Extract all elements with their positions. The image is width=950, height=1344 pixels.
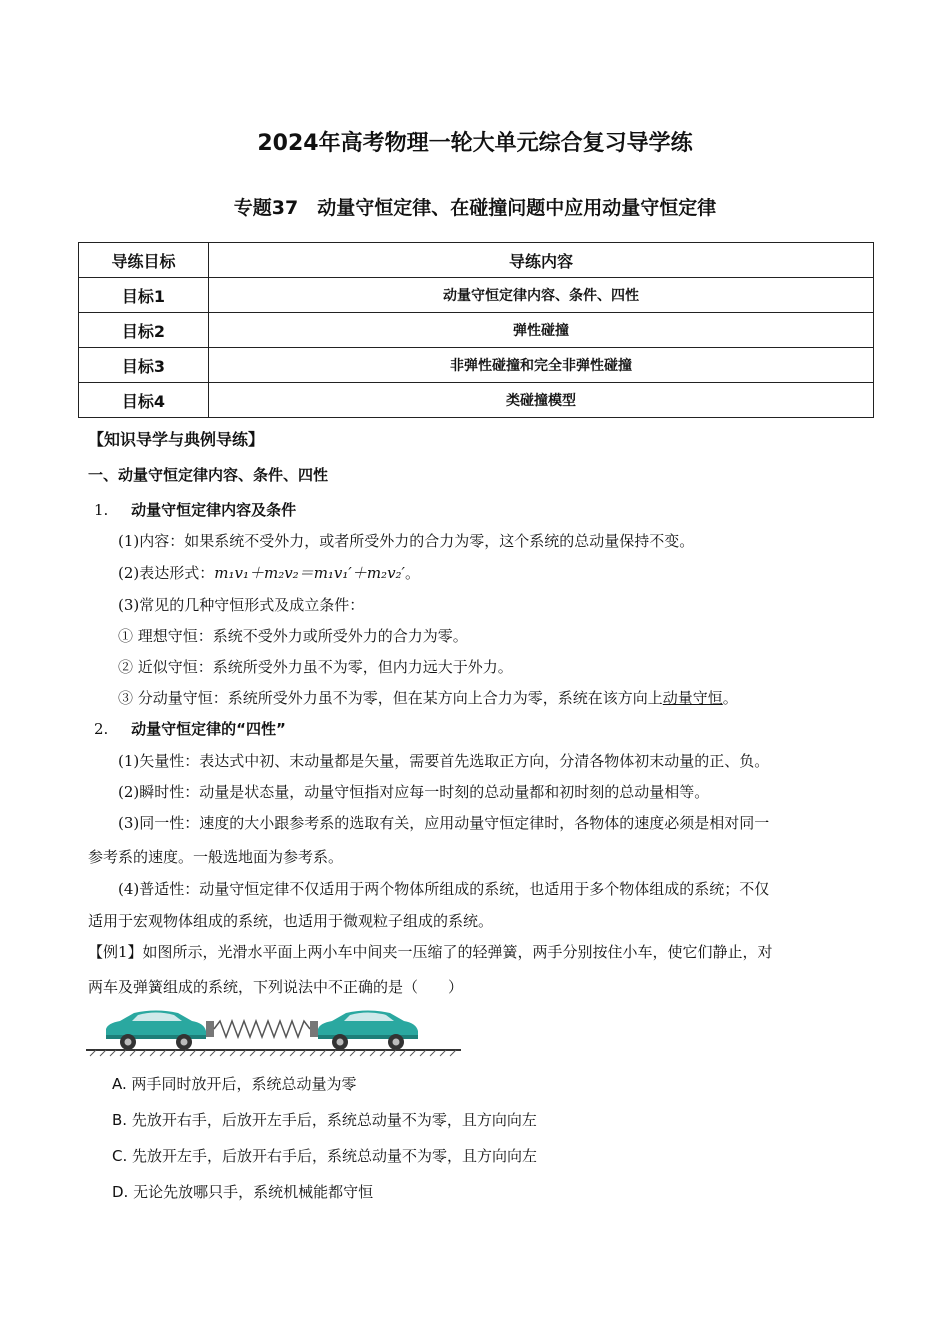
s2-heading xyxy=(94,718,286,739)
s1-content: (1)内容：如果系统不受外力，或者所受外力的合力为零，这个系统的总动量保持不变。 xyxy=(118,532,695,550)
s2-instant: (2)瞬时性：动量是状态量，动量守恒指对应每一时刻的总动量都和初时刻的总动量相等。 xyxy=(118,783,710,801)
section-header: 【知识导学与典例导练】 xyxy=(88,430,265,449)
s1-expr-formula: m₁v₁＋m₂v₂＝m₁v₁′＋m₂v₂′ xyxy=(214,564,405,582)
s1-component-underlined: 动量守恒 xyxy=(662,689,723,707)
goal-cell: 目标4 xyxy=(79,383,209,418)
s2-universal-1: (4)普适性：动量守恒定律不仅适用于两个物体所组成的系统，也适用于多个物体组成的系统；不仅 xyxy=(118,880,770,898)
content-cell: 非弹性碰撞和完全非弹性碰撞 xyxy=(209,348,874,383)
s1-expr-prefix: (2)表达形式： xyxy=(118,564,215,582)
table-header-content: 导练内容 xyxy=(209,243,874,278)
option-text: 先放开左手，后放开右手后，系统总动量不为零，且方向向左 xyxy=(132,1147,538,1165)
table-row xyxy=(79,383,874,418)
goal-cell: 目标1 xyxy=(79,278,209,313)
right-car-icon xyxy=(318,1011,418,1051)
s1-expression xyxy=(118,562,420,583)
s2-sameness-1: (3)同一性：速度的大小跟参考系的选取有关，应用动量守恒定律时，各物体的速度必须是相对同一 xyxy=(118,814,770,832)
option-a xyxy=(112,1073,357,1094)
goals-table xyxy=(78,242,874,418)
goal-cell: 目标3 xyxy=(79,348,209,383)
option-letter: B. xyxy=(112,1111,128,1129)
option-d xyxy=(112,1181,373,1202)
carts-spring-illustration xyxy=(86,1005,461,1057)
s1-approx: ② 近似守恒：系统所受外力虽不为零，但内力远大于外力。 xyxy=(118,658,513,676)
content-cell: 类碰撞模型 xyxy=(209,383,874,418)
s2-universal-2: 适用于宏观物体组成的系统，也适用于微观粒子组成的系统。 xyxy=(88,912,494,930)
s1-heading-text: 动量守恒定律内容及条件 xyxy=(131,501,297,519)
table-row xyxy=(79,348,874,383)
option-letter: D. xyxy=(112,1183,129,1201)
option-b xyxy=(112,1109,537,1130)
s1-forms: (3)常见的几种守恒形式及成立条件： xyxy=(118,596,365,614)
left-spring-plate xyxy=(206,1021,214,1037)
s1-heading xyxy=(94,499,296,520)
goal-cell: 目标2 xyxy=(79,313,209,348)
option-text: 两手同时放开后，系统总动量为零 xyxy=(131,1075,357,1093)
option-letter: A. xyxy=(112,1075,127,1093)
s2-number: 2. xyxy=(94,720,109,738)
option-text: 无论先放哪只手，系统机械能都守恒 xyxy=(133,1183,374,1201)
content-cell: 弹性碰撞 xyxy=(209,313,874,348)
example-line-1: 【例1】如图所示，光滑水平面上两小车中间夹一压缩了的轻弹簧，两手分别按住小车，使它们静止，对 xyxy=(88,943,773,961)
spring-icon xyxy=(214,1021,310,1037)
table-row xyxy=(79,313,874,348)
option-c xyxy=(112,1145,537,1166)
left-car-icon xyxy=(106,1011,206,1051)
content-cell: 动量守恒定律内容、条件、四性 xyxy=(209,278,874,313)
document-subtitle: 专题37 动量守恒定律、在碰撞问题中应用动量守恒定律 xyxy=(233,197,717,219)
option-text: 先放开右手，后放开左手后，系统总动量不为零，且方向向左 xyxy=(131,1111,537,1129)
right-spring-plate xyxy=(310,1021,318,1037)
s2-sameness-2: 参考系的速度。一般选地面为参考系。 xyxy=(88,848,344,866)
s1-component xyxy=(118,687,738,708)
table-header-row xyxy=(79,243,874,278)
s2-vector: (1)矢量性：表达式中初、末动量都是矢量，需要首先选取正方向，分清各物体初末动量的正、负。 xyxy=(118,752,770,770)
example-line-2: 两车及弹簧组成的系统，下列说法中不正确的是（ ） xyxy=(88,978,464,996)
part1-heading: 一、动量守恒定律内容、条件、四性 xyxy=(88,466,329,484)
s1-component-suffix: 。 xyxy=(722,689,738,707)
table-row xyxy=(79,278,874,313)
option-letter: C. xyxy=(112,1147,128,1165)
table-header-goal: 导练目标 xyxy=(79,243,209,278)
s1-ideal: ① 理想守恒：系统不受外力或所受外力的合力为零。 xyxy=(118,627,468,645)
s1-expr-suffix: 。 xyxy=(404,564,420,582)
s2-heading-text: 动量守恒定律的“四性” xyxy=(131,720,286,738)
s1-number: 1. xyxy=(94,501,109,519)
s1-component-prefix: ③ 分动量守恒：系统所受外力虽不为零，但在某方向上合力为零，系统在该方向上 xyxy=(118,689,663,707)
document-title: 2024年高考物理一轮大单元综合复习导学练 xyxy=(257,131,693,156)
